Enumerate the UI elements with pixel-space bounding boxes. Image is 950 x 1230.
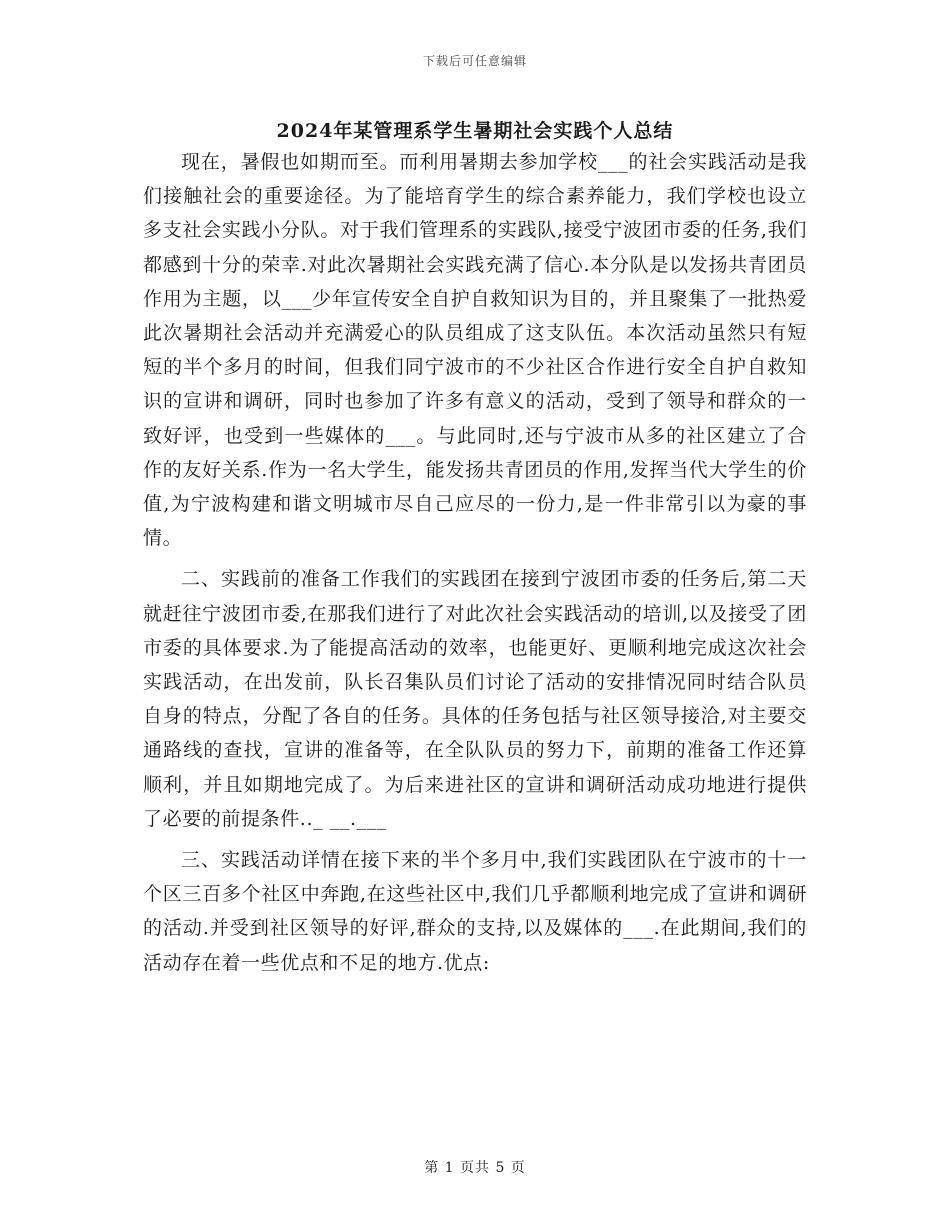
document-body — [143, 145, 807, 980]
page-number-footer: 第 1 页共 5 页 — [424, 1160, 526, 1176]
paragraph-activity-details: 三、实践活动详情在接下来的半个多月中,我们实践团队在宁波市的十一个区三百多个社区中奔跑,在这些社区中,我们几乎都顺利地完成了宣讲和调研的活动.并受到社区领导的好评,群众的支持,以及媒体的___.在此期间,我们的活动存在着一些优点和不足的地方.优点: — [143, 849, 807, 974]
document-title: 2024年某管理系学生暑期社会实践个人总结 — [276, 120, 674, 142]
paragraph-preparation: 二、实践前的准备工作我们的实践团在接到宁波团市委的任务后,第二天就赶往宁波团市委,在那我们进行了对此次社会实践活动的培训,以及接受了团市委的具体要求.为了能提高活动的效率，也能更好、更顺利地完成这次社会实践活动，在出发前，队长召集队员们讨论了活动的安排情况同时结合队员自身的特点，分配了各自的任务。具体的任务包括与社区领导接洽,对主要交通路线的查找，宣讲的准备等，在全队队员的努力下，前期的准备工作还算顺利，并且如期地完成了。为后来进社区的宣讲和调研活动成功地进行提供了必要的前提条件.._ __.___ — [143, 568, 807, 830]
paragraph-introduction: 现在，暑假也如期而至。而利用暑期去参加学校___的社会实践活动是我们接触社会的重要途径。为了能培育学生的综合素养能力，我们学校也设立多支社会实践小分队。对于我们管理系的实践队,接受宁波团市委的任务,我们都感到十分的荣幸.对此次暑期社会实践充满了信心.本分队是以发扬共青团员作用为主题，以___少年宣传安全自护自救知识为目的，并且聚集了一批热爱此次暑期社会活动并充满爱心的队员组成了这支队伍。本次活动虽然只有短短的半个多月的时间，但我们同宁波市的不少社区合作进行安全自护自救知识的宣讲和调研，同时也参加了许多有意义的活动，受到了领导和群众的一致好评，也受到一些媒体的___。与此同时,还与宁波市从多的社区建立了合作的友好关系.作为一名大学生，能发扬共青团员的作用,发挥当代大学生的价值,为宁波构建和谐文明城市尽自己应尽的一份力,是一件非常引以为豪的事情。 — [143, 151, 807, 550]
page-header-note: 下载后可任意编辑 — [422, 54, 527, 68]
